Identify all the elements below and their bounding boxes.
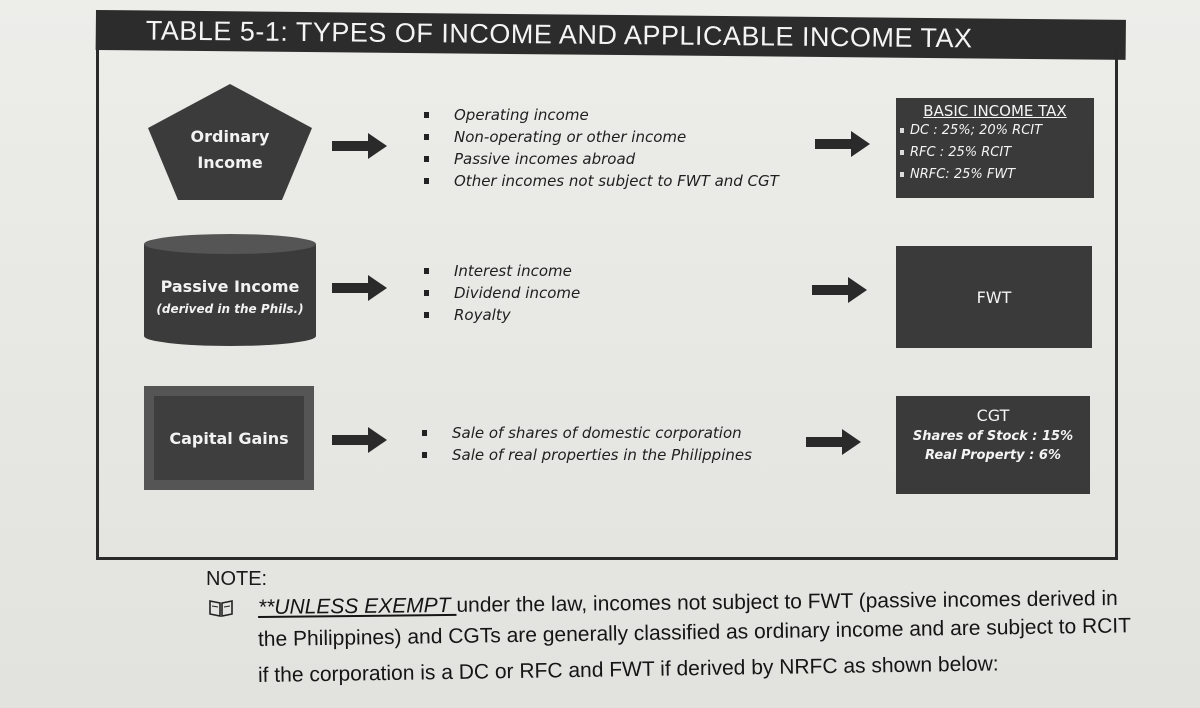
arrow-right-icon	[332, 274, 388, 302]
ordinary-income-line2: Income	[197, 153, 263, 172]
list-item: Interest income	[454, 260, 580, 282]
arrow-right-icon	[806, 428, 862, 456]
note-label: NOTE:	[206, 568, 268, 590]
list-item: Royalty	[454, 304, 580, 326]
arrow-right-icon	[332, 132, 388, 160]
fwt-label: FWT	[976, 287, 1012, 307]
cgt-box	[896, 396, 1090, 494]
list-item: Non-operating or other income	[454, 126, 779, 148]
arrow-right-icon	[812, 276, 868, 304]
fwt-box	[896, 246, 1092, 348]
list-item: Sale of real properties in the Philippines	[452, 444, 752, 466]
basic-income-tax-line: DC : 25%; 20% RCIT	[896, 120, 1094, 142]
list-item: Passive incomes abroad	[454, 148, 779, 170]
ordinary-income-label	[146, 124, 314, 176]
ordinary-income-line1: Ordinary	[190, 127, 270, 146]
capital-gains-items	[452, 422, 752, 466]
note-line-3: if the corporation is a DC or RFC and FWT if derived by NRFC as shown below:	[257, 652, 999, 687]
note-line-2: the Philippines) and CGTs are generally classified as ordinary income and are subject to RCIT	[257, 614, 1132, 651]
basic-income-tax-line: RFC : 25% RCIT	[896, 142, 1094, 164]
passive-income-line1: Passive Income	[160, 277, 300, 296]
cgt-real-property-line: Real Property : 6%	[925, 448, 1061, 463]
table-title: TABLE 5-1: TYPES OF INCOME AND APPLICABLE INCOME TAX	[145, 14, 973, 53]
arrow-right-icon	[815, 130, 871, 158]
capital-gains-label: Capital Gains	[169, 429, 289, 448]
list-item: Sale of shares of domestic corporation	[452, 422, 752, 444]
note-emphasis: **UNLESS EXEMPT	[257, 593, 457, 619]
note-line-1-rest: under the law, incomes not subject to FWT (passive incomes derived in	[456, 586, 1118, 617]
basic-income-tax-box	[896, 98, 1094, 198]
ordinary-income-items	[454, 104, 779, 192]
cgt-shares-line: Shares of Stock : 15%	[912, 429, 1074, 444]
basic-income-tax-line: NRFC: 25% FWT	[896, 164, 1094, 186]
basic-income-tax-heading: BASIC INCOME TAX	[923, 102, 1067, 120]
list-item: Other incomes not subject to FWT and CGT	[454, 170, 779, 192]
cgt-heading: CGT	[976, 406, 1010, 425]
passive-income-label	[144, 276, 316, 320]
list-item: Operating income	[454, 104, 779, 126]
list-item: Dividend income	[454, 282, 580, 304]
passive-income-line2: (derived in the Phils.)	[156, 302, 304, 316]
arrow-right-icon	[332, 426, 388, 454]
book-icon	[208, 598, 234, 618]
passive-income-items	[454, 260, 580, 326]
